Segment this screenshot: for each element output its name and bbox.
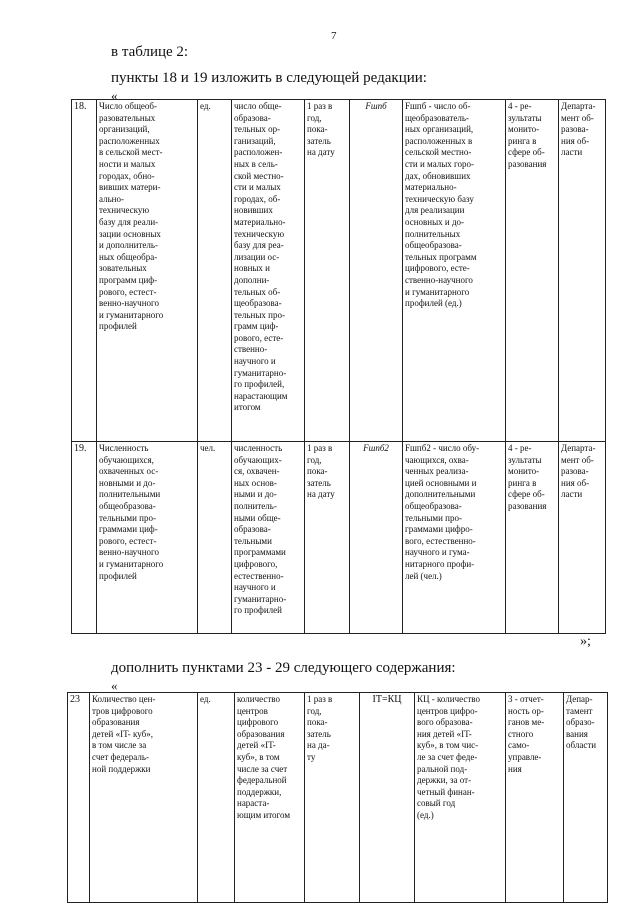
responsible: Депар- тамент образо- вания области xyxy=(564,693,608,903)
responsible: Департа- мент об- разова- ния об- ласти xyxy=(559,100,606,442)
table-items-18-19 xyxy=(71,99,606,634)
period: 1 раз в год, пока- затель на дату xyxy=(305,100,350,442)
symbol: IT=КЦ xyxy=(360,693,415,903)
definition: численность обучающих- ся, охвачен- ных основ- ными и до- полнитель- ными обще- образова- тельными программами цифрового, естественно- научного и гуманитарно- го профилей xyxy=(232,442,305,634)
row-number: 18. xyxy=(72,100,97,442)
unit: чел. xyxy=(198,442,232,634)
symbol: Fшпб xyxy=(350,100,403,442)
formula: Fшпб - число об- щеобразователь- ных организаций, расположенных в сельской местно- сти и малых горо- дах, обновивших материально- техническую базу для реализации основных и до- полнительных общеобразова- тельных программ цифрового, есте- ственно-научного и гуманитарного профилей (ед.) xyxy=(403,100,506,442)
formula: Fшпб2 - число обу- чающихся, охва- ченных реализа- цией основными и дополнительными общеобразова- тельными про- граммами цифро- вого, естественно- научного и гума- нитарного профи- лей (чел.) xyxy=(403,442,506,634)
table-row xyxy=(72,442,606,634)
period: 1 раз в год, пока- затель на дату xyxy=(305,442,350,634)
table-row xyxy=(68,693,608,903)
period: 1 раз в год, пока- затель на да- ту xyxy=(305,693,360,903)
intro-line-3: дополнить пунктами 23 - 29 следующего содержания: xyxy=(111,660,456,676)
table-item-23 xyxy=(67,692,608,903)
row-number: 23 xyxy=(68,693,90,903)
formula: КЦ - количество центров цифро- вого образова- ния детей «IT- куб», в том чис- ле за счет феде- ральной под- держки, за от- четный финан- совый год (ед.) xyxy=(415,693,506,903)
row-number: 19. xyxy=(72,442,97,634)
source: 4 - ре- зультаты монито- ринга в сфере об- разования xyxy=(506,100,559,442)
symbol: Fшпб2 xyxy=(350,442,403,634)
table-row xyxy=(72,100,606,442)
close-quote: »; xyxy=(580,634,591,649)
indicator-name: Количество цен- тров цифрового образования детей «IT- куб», в том числе за счет федераль- ной поддержки xyxy=(90,693,198,903)
definition: количество центров цифрового образования детей «IT- куб», в том числе за счет федеральной поддержки, нараста- ющим итогом xyxy=(235,693,305,903)
responsible: Департа- мент об- разова- ния об- ласти xyxy=(559,442,606,634)
source: 4 - ре- зультаты монито- ринга в сфере об- разования xyxy=(506,442,559,634)
source: 3 - отчет- ность ор- ганов ме- стного само- управле- ния xyxy=(506,693,564,903)
definition: число обще- образова- тельных ор- ганизаций, расположен- ных в сель- ской местно- сти и малых городах, об- новивших материально- техническую базу для реа- лизации ос- новных и дополни- тельных об- щеобразова- тельных про- грамм циф- рового, есте- ственно- научного и гуманитарно- го профилей, нарастающим итогом xyxy=(232,100,305,442)
page-number: 7 xyxy=(331,30,337,42)
open-quote: « xyxy=(111,88,118,103)
open-quote-2: « xyxy=(111,678,118,693)
unit: ед. xyxy=(198,100,232,442)
unit: ед. xyxy=(198,693,235,903)
indicator-name: Число общеоб- разовательных организаций, расположенных в сельской мест- ности и малых городах, обно- вивших матери- ально- техническую базу для реали- зации основных и дополнитель- ных общеобра- зовательных программ циф- рового, естест- венно-научного и гуманитарного профилей xyxy=(97,100,198,442)
intro-line-1: в таблице 2: xyxy=(111,44,189,60)
indicator-name: Численность обучающихся, охваченных ос- новными и до- полнительными общеобразова- тельными про- граммами циф- рового, естест- венно-научного и гуманитарного профилей xyxy=(97,442,198,634)
intro-line-2: пункты 18 и 19 изложить в следующей редакции: xyxy=(111,70,427,86)
